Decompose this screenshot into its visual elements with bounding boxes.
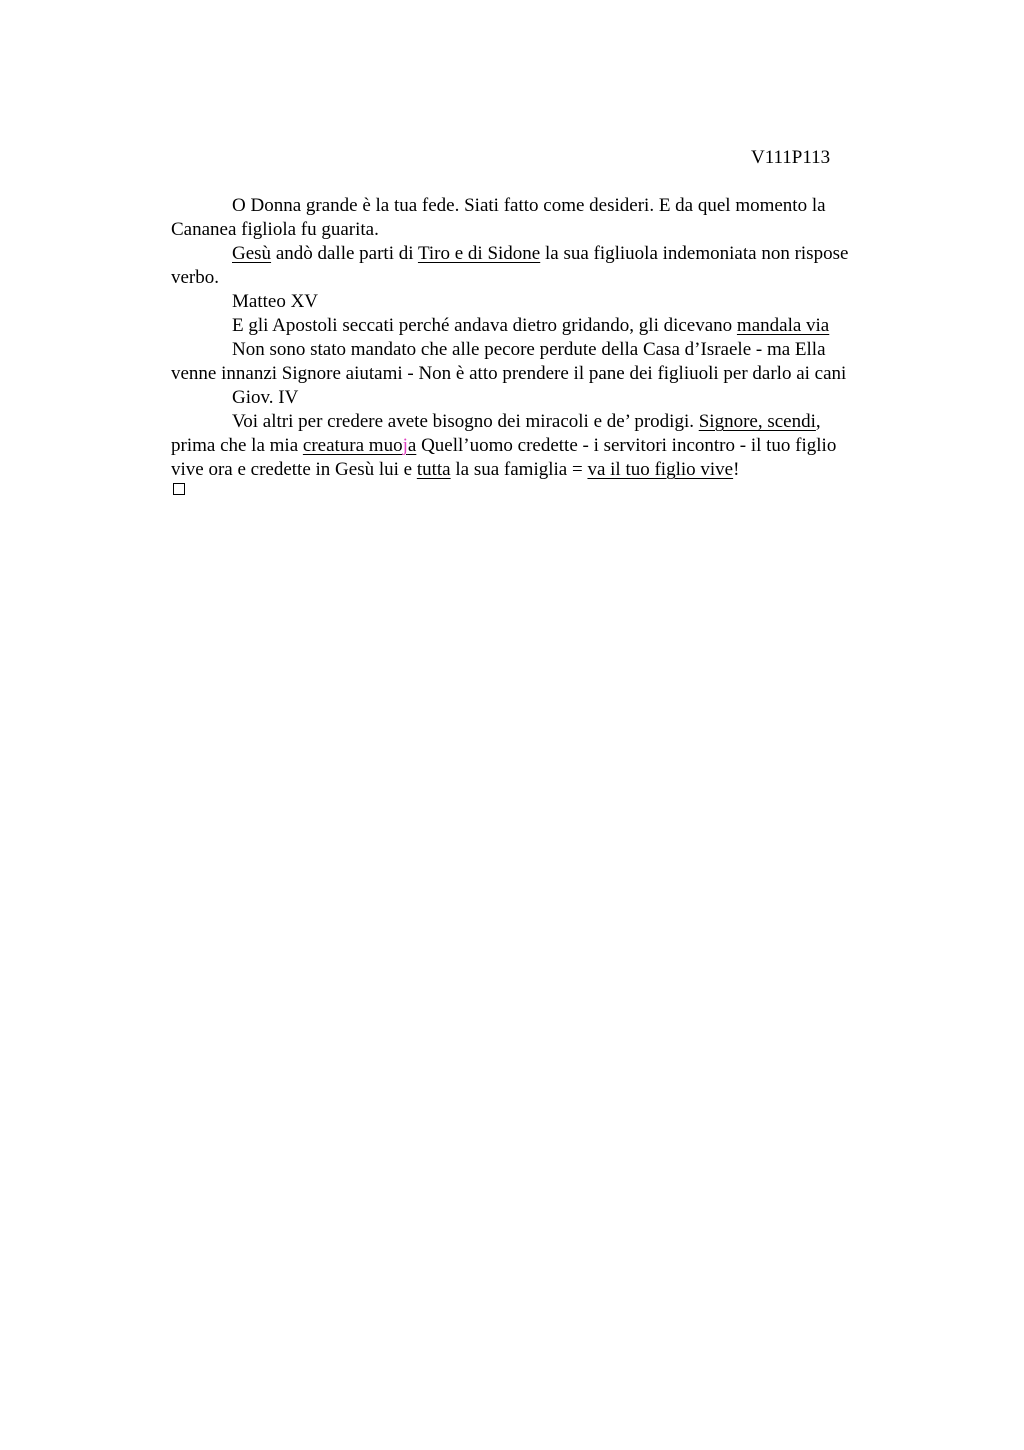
underlined-text: mandala via: [736, 315, 830, 336]
page-reference: V111P113: [751, 147, 831, 168]
paragraph-line: verbo.: [171, 267, 220, 288]
text-span: creatura muo: [302, 435, 403, 456]
paragraph-line: O Donna grande è la tua fede. Siati fatto come desideri. E da quel momento la: [232, 195, 826, 216]
document-body: [171, 194, 911, 482]
paragraph-line: Non sono stato mandato che alle pecore perdute della Casa d’Israele - ma Ella: [232, 339, 826, 360]
text-span: la sua figliuola indemoniata non rispose: [540, 243, 849, 264]
underlined-text: Signore, scendi: [698, 411, 816, 432]
text-span: a: [407, 435, 417, 456]
text-span: E gli Apostoli seccati perché andava dietro gridando, gli dicevano: [232, 315, 737, 336]
underlined-text: tutta: [416, 459, 451, 480]
paragraph-line: Cananea figliola fu guarita.: [171, 219, 379, 240]
text-span: vive ora e credette in Gesù lui e: [171, 459, 417, 480]
correction-mark: j: [402, 435, 408, 456]
paragraph-line: [171, 434, 911, 458]
underlined-text: [303, 435, 416, 456]
underlined-text: Tiro e di Sidone: [417, 243, 541, 264]
underlined-text: Gesù: [232, 243, 272, 264]
text-span: ,: [815, 411, 821, 432]
section-reference: Matteo XV: [232, 291, 319, 312]
paragraph-line: [171, 458, 911, 482]
text-span: la sua famiglia =: [450, 459, 588, 480]
text-span: !: [733, 459, 740, 480]
underlined-text: va il tuo figlio vive: [587, 459, 734, 480]
paragraph-line: [171, 242, 911, 266]
text-span: prima che la mia: [171, 435, 303, 456]
text-span: Voi altri per credere avete bisogno dei miracoli e de’ prodigi.: [232, 411, 699, 432]
text-span: andò dalle parti di: [271, 243, 418, 264]
section-reference: Giov. IV: [232, 387, 299, 408]
text-span: Quell’uomo credette - i servitori incontro - il tuo figlio: [416, 435, 837, 456]
paragraph-line: [171, 314, 911, 338]
paragraph-line: venne innanzi Signore aiutami - Non è atto prendere il pane dei figliuoli per darlo ai cani: [171, 363, 847, 384]
paragraph-line: [171, 410, 911, 434]
end-mark-box: [173, 483, 185, 495]
